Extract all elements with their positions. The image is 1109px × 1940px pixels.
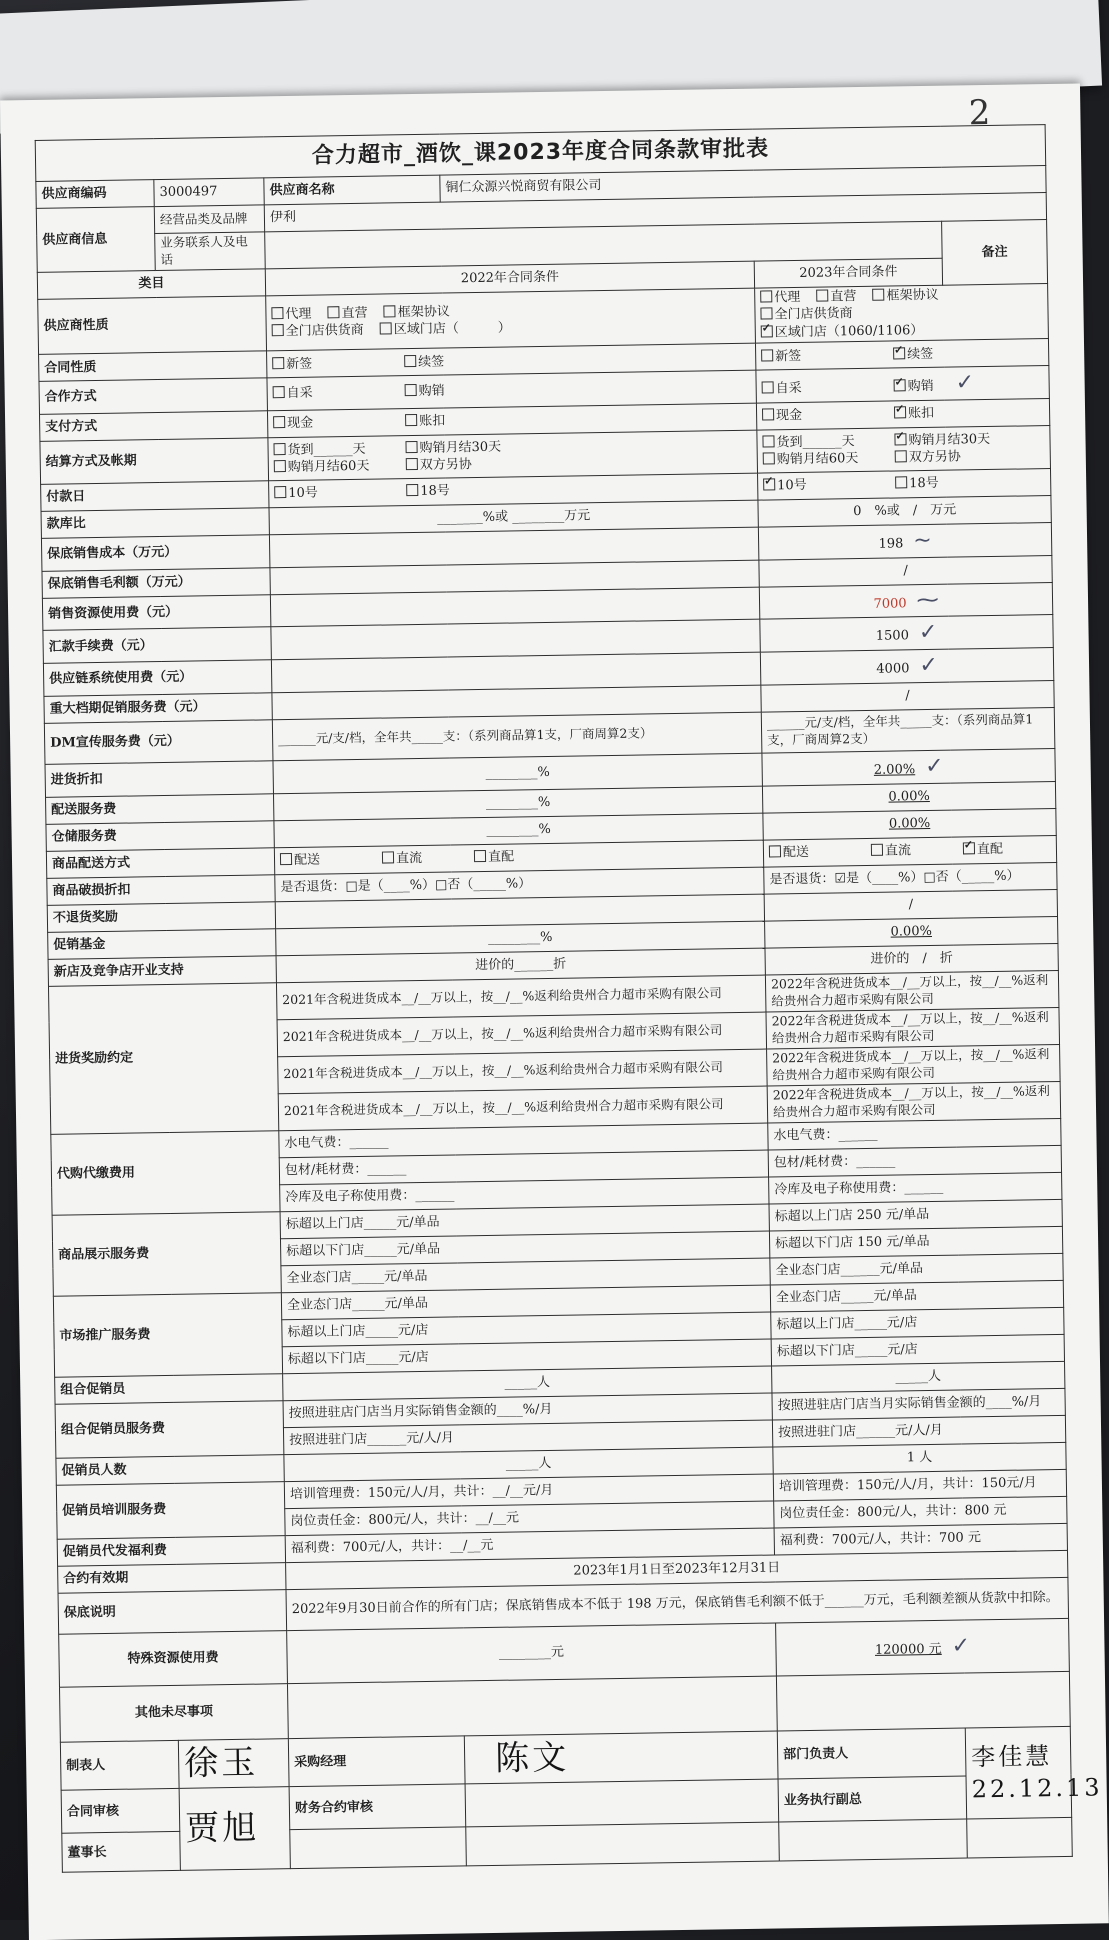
delivery-fee-2023: 0.00% — [762, 781, 1055, 813]
settle-2023: 货到______天✓ 购销月结30天 购销月结60天 双方另协 — [757, 426, 1051, 474]
checkbox — [380, 322, 392, 334]
agency-cold-2022: 冷库及电子称使用费：______ — [280, 1177, 769, 1212]
manager-signature: 陈文 — [464, 1730, 778, 1784]
market-all-2023: 全业态门店_____元/单品 — [770, 1280, 1063, 1312]
checked-checkbox — [761, 325, 773, 337]
fund-2023: 0.00% — [765, 916, 1058, 948]
display-all-2023: 全业态门店______元/单品 — [770, 1253, 1063, 1285]
no-return-2023: / — [764, 889, 1057, 921]
reward-2023-2: 2022年含税进货成本__/__万以上，按__/__%返利给贵州合力超市采购有限公司 — [766, 1007, 1060, 1049]
market-down-2022: 标超以下门店_____元/店 — [282, 1339, 771, 1374]
manager-label: 采购经理 — [288, 1735, 465, 1787]
min-margin-label: 保底销售毛利额（万元） — [42, 568, 270, 599]
other-label: 其他未尽事项 — [59, 1683, 288, 1742]
market-fee-label: 市场推广服务费 — [53, 1292, 282, 1377]
handwritten-check-icon: ~ — [913, 527, 932, 554]
nature-2023: 代理 直营 框架协议 全门店供货商 ✓区域门店（1060/1106） — [755, 283, 1049, 343]
dm-fee-2023: ______元/支/档，全年共_____支：（系列商品算1支，厂商周算2支） — [761, 707, 1055, 753]
train-fee-label: 促销员培训服务费 — [56, 1481, 285, 1539]
train-b-2023: 岗位责任金：800元/人，共计：800 元 — [774, 1496, 1067, 1528]
storage-fee-label: 仓储服务费 — [46, 820, 274, 851]
remit-fee-label: 汇款手续费（元） — [43, 627, 271, 663]
handwritten-check-icon: ✓ — [951, 1633, 971, 1659]
supplier-code: 3000497 — [154, 178, 264, 207]
delivery-fee-2022: ________% — [273, 786, 762, 821]
agency-pack-2022: 包材/耗材费：______ — [279, 1150, 768, 1185]
contract-nature-2023: 新签✓ 续签 — [755, 339, 1048, 371]
supplier-name: 铜仁众源兴悦商贸有限公司 — [440, 166, 1046, 203]
ratio-2023: 0 %或 / 万元 — [758, 496, 1051, 528]
welfare-label: 促销员代发福利费 — [57, 1535, 285, 1566]
staff-fee-b-2023: 按照进驻门店______元/人/月 — [772, 1415, 1065, 1447]
fund-label: 促销基金 — [48, 928, 276, 959]
contract-approval-table — [35, 124, 1103, 1873]
category-header: 类目 — [37, 269, 265, 300]
ratio-2022: _______%或 ________万元 — [269, 500, 758, 535]
agency-label: 代购代缴费用 — [51, 1130, 280, 1215]
reward-2023-4: 2022年含税进货成本__/__万以上，按__/__%返利给贵州合力超市采购有限公司 — [767, 1081, 1061, 1123]
maker-signature: 徐玉 — [178, 1738, 289, 1789]
dm-fee-label: DM宣传服务费（元） — [44, 720, 273, 765]
new-store-2022: 进价的______折 — [276, 948, 765, 983]
nature-2022: 代理 直营 框架协议 全门店供货商 区域门店（ ） — [266, 288, 756, 351]
staff-fee-a-2023: 按照进驻店门店当月实际销售金额的____%/月 — [772, 1388, 1065, 1420]
coop-2023: 自采✓ 购销 ✓ — [756, 366, 1050, 403]
reward-2022-2: 2021年含税进货成本__/__万以上，按__/__%返利给贵州合力超市采购有限公司 — [277, 1012, 767, 1057]
staff-fee-b-2022: 按照进驻门店______元/人/月 — [283, 1420, 772, 1455]
staff-2022: _____人 — [283, 1366, 772, 1401]
dept-head-label: 部门负责人 — [777, 1728, 966, 1780]
damage-2022: 是否退货：□是（____%）□否（_____%） — [275, 867, 764, 902]
handwritten-check-icon: ✓ — [918, 620, 938, 646]
display-fee-label: 商品展示服务费 — [52, 1211, 281, 1296]
staff-fee-label: 组合促销员服务费 — [55, 1400, 284, 1458]
promo-fee-label: 重大档期促销服务费（元） — [44, 693, 272, 724]
staff-2023: _____人 — [772, 1361, 1065, 1393]
checkbox — [271, 307, 283, 319]
staff-num-2023: 1 人 — [773, 1442, 1066, 1474]
min-cost-label: 保底销售成本（万元） — [41, 535, 269, 571]
pay-label: 支付方式 — [40, 411, 268, 442]
remit-fee-2023: 1500 ✓ — [760, 615, 1054, 652]
guarantee-label: 保底说明 — [58, 1589, 287, 1634]
damage-label: 商品破损折扣 — [47, 874, 275, 905]
staff-num-2022: _____人 — [284, 1447, 773, 1482]
display-all-2022: 全业态门店_____元/单品 — [281, 1258, 770, 1293]
agency-cold-2023: 冷库及电子称使用费：______ — [769, 1172, 1062, 1204]
resource-fee-label: 销售资源使用费（元） — [42, 595, 270, 631]
reward-2022-4: 2021年含税进货成本__/__万以上，按__/__%返利给贵州合力超市采购有限公司 — [278, 1086, 768, 1131]
damage-2023: 是否退货：☑是（____%）□否（_____%） — [764, 862, 1057, 894]
audit-label: 合同审核 — [61, 1789, 180, 1834]
checkbox — [327, 306, 339, 318]
dm-fee-2022: ______元/支/档，全年共_____支：（系列商品算1支，厂商周算2支） — [272, 712, 762, 761]
delivery-method-2022: 配送 直流 直配 — [274, 840, 763, 875]
checkbox — [272, 324, 284, 336]
agency-pack-2023: 包材/耗材费：______ — [768, 1145, 1061, 1177]
year-2023-header: 2023年合同条件 — [754, 258, 942, 288]
staff-num-label: 促销员人数 — [56, 1454, 284, 1485]
form-title: 合力超市_酒饮_课2023年度合同条款审批表 — [35, 125, 1046, 182]
train-a-2022: 培训管理费：150元/人/月，共计：__/__元/月 — [284, 1474, 773, 1509]
valid-label: 合约有效期 — [58, 1562, 286, 1593]
payday-label: 付款日 — [41, 481, 269, 512]
payday-2023: ✓ 10号 18号 — [758, 469, 1051, 501]
market-up-2022: 标超以上门店_____元/店 — [282, 1312, 771, 1347]
coop-2022: 自采 购销 — [267, 371, 756, 411]
handwritten-check-icon: ⁓ — [916, 587, 939, 613]
category-brand: 伊利 — [264, 193, 1046, 232]
resource-fee-2023: 7000 ⁓ — [759, 582, 1053, 619]
reward-2022-1: 2021年含税进货成本__/__万以上，按__/__%返利给贵州合力超市采购有限公司 — [276, 975, 766, 1020]
display-down-2023: 标超以下门店 150 元/单品 — [769, 1226, 1062, 1258]
market-all-2022: 全业态门店_____元/单品 — [281, 1285, 770, 1320]
delivery-method-2023: 配送 直流✓ 直配 — [763, 835, 1056, 867]
special-fee-label: 特殊资源使用费 — [59, 1630, 288, 1687]
settle-label: 结算方式及帐期 — [40, 438, 269, 485]
delivery-method-label: 商品配送方式 — [46, 847, 274, 878]
pay-2023: 现金✓ 账扣 — [756, 399, 1049, 431]
handwritten-check-icon: ✓ — [924, 753, 944, 779]
year-2022-header: 2022年合同条件 — [265, 261, 754, 296]
new-store-2023: 进价的 / 折 — [765, 943, 1058, 975]
maker-label: 制表人 — [60, 1740, 179, 1791]
display-up-2023: 标超以上门店 250 元/单品 — [769, 1199, 1062, 1231]
guarantee-text: 2022年9月30日前合作的所有门店；保底销售成本不低于 198 万元，保底销售毛利额不低于______万元，毛利额差额从货款中扣除。 — [286, 1577, 1069, 1630]
dept-head-signature: 李佳慧 22.12.13 — [965, 1726, 1071, 1820]
min-cost-2023: 198 ~ — [758, 523, 1052, 560]
train-a-2023: 培训管理费：150元/人/月，共计：150元/月 — [773, 1469, 1066, 1501]
supply-fee-label: 供应链系统使用费（元） — [43, 660, 271, 696]
supplier-name-label: 供应商名称 — [264, 175, 440, 205]
new-store-label: 新店及竞争店开业支持 — [48, 955, 276, 986]
staff-label: 组合促销员 — [55, 1373, 283, 1404]
contact-label: 业务联系人及电话 — [155, 232, 266, 270]
discount-2023: 2.00% ✓ — [762, 748, 1056, 785]
agency-water-2022: 水电气费：______ — [279, 1123, 768, 1158]
approval-form-paper — [0, 84, 1109, 1940]
storage-fee-2023: 0.00% — [763, 808, 1056, 840]
fund-2022: ________% — [276, 921, 765, 956]
coop-label: 合作方式 — [39, 378, 267, 414]
page-number-handwritten: 2 — [968, 92, 991, 134]
display-down-2022: 标超以下门店_____元/单品 — [280, 1231, 769, 1266]
discount-2022: ________% — [273, 753, 762, 793]
finance-audit-label: 财务合约审核 — [289, 1784, 466, 1830]
min-margin-2023: / — [759, 555, 1052, 587]
welfare-2022: 福利费：700元/人，共计：__/__元 — [285, 1528, 774, 1563]
agency-water-2023: 水电气费：______ — [768, 1118, 1061, 1150]
supplier-code-label: 供应商编码 — [36, 180, 154, 209]
reward-2022-3: 2021年含税进货成本__/__万以上，按__/__%返利给贵州合力超市采购有限公司 — [278, 1049, 768, 1094]
welfare-2023: 福利费：700元/人，共计：700 元 — [774, 1523, 1067, 1555]
audit-signature: 贾旭 — [179, 1787, 290, 1871]
promo-fee-2023: / — [761, 680, 1054, 712]
ratio-label: 款库比 — [41, 508, 269, 539]
category-label: 经营品类及品牌 — [154, 205, 264, 234]
staff-fee-a-2022: 按照进驻店门店当月实际销售金额的____%/月 — [283, 1393, 772, 1428]
contract-nature-2022: 新签 续签 — [267, 344, 756, 379]
market-up-2023: 标超以上门店_____元/店 — [771, 1307, 1064, 1339]
chairman-label: 董事长 — [62, 1832, 181, 1873]
reward-2023-1: 2022年含税进货成本__/__万以上，按__/__%返利给贵州合力超市采购有限公司 — [765, 970, 1059, 1012]
special-fee-2022: ________元 — [287, 1623, 777, 1684]
valid-period: 2023年1月1日至2023年12月31日 — [286, 1550, 1068, 1589]
supplier-info-label: 供应商信息 — [36, 207, 155, 273]
discount-label: 进货折扣 — [45, 761, 273, 797]
checkbox — [384, 305, 396, 317]
vp-label: 业务执行副总 — [778, 1776, 967, 1822]
payday-2022: 10号 18号 — [269, 473, 758, 508]
storage-fee-2022: ________% — [274, 813, 763, 848]
train-b-2022: 岗位责任金：800元/人，共计：__/__元 — [285, 1501, 774, 1536]
display-up-2022: 标超以上门店_____元/单品 — [280, 1204, 769, 1239]
supply-fee-2023: 4000 ✓ — [760, 648, 1054, 685]
no-return-label: 不退货奖励 — [47, 901, 275, 932]
special-fee-2023: 120000 元 ✓ — [776, 1618, 1070, 1676]
market-down-2023: 标超以下门店_____元/店 — [771, 1334, 1064, 1366]
reward-label: 进货奖励约定 — [48, 982, 278, 1134]
delivery-fee-label: 配送服务费 — [46, 793, 274, 824]
handwritten-check-icon: ✓ — [919, 652, 939, 679]
contract-nature-label: 合同性质 — [39, 351, 267, 382]
handwritten-check-icon: ✓ — [955, 370, 975, 396]
pay-2022: 现金 账扣 — [267, 403, 756, 438]
nature-label: 供应商性质 — [38, 296, 267, 355]
reward-2023-3: 2022年含税进货成本__/__万以上，按__/__%返利给贵州合力超市采购有限公司 — [767, 1044, 1061, 1086]
settle-2022: 货到______天 购销月结30天 购销月结60天 双方另协 — [268, 430, 758, 481]
remarks-header: 备注 — [942, 220, 1048, 285]
